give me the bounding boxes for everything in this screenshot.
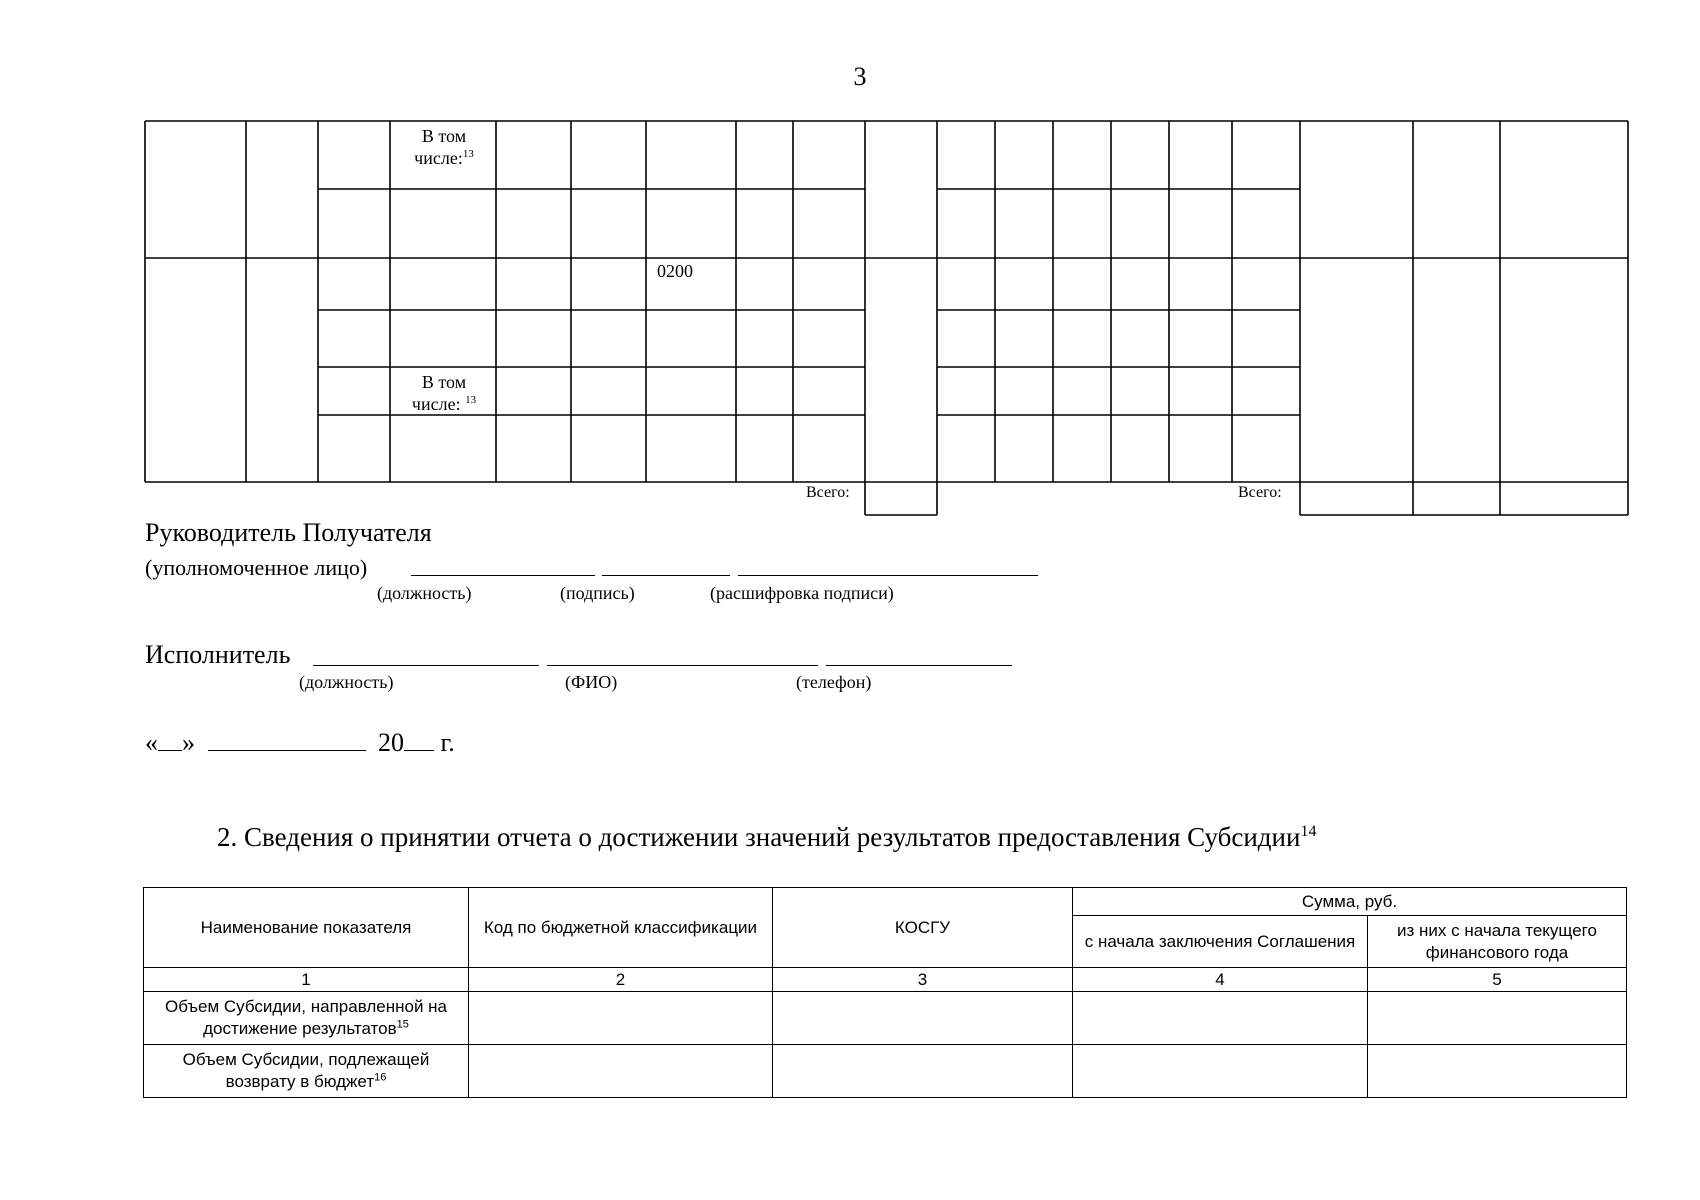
header-budget-code: Код по бюджетной классификации — [469, 888, 773, 968]
in-that-number-label-1: В том числе:$^{13}$ — [414, 126, 474, 168]
head-caption-signature: (подпись) — [560, 583, 635, 603]
cell-sum-from-year[interactable] — [1368, 992, 1627, 1045]
head-signature-transcript-line[interactable] — [738, 575, 1038, 576]
column-number: 5 — [1368, 968, 1627, 992]
executor-phone-line[interactable] — [826, 665, 1012, 666]
cell-sum-from-agreement[interactable] — [1073, 1045, 1368, 1098]
date-year-blank[interactable] — [404, 730, 434, 751]
executor-name-line[interactable] — [547, 665, 818, 666]
executor-title: Исполнитель — [145, 640, 291, 669]
table-row — [144, 1045, 1627, 1098]
cell-budget-code[interactable] — [469, 1045, 773, 1098]
header-from-agreement: с начала заключения Соглашения — [1073, 916, 1368, 968]
cell-sum-from-agreement[interactable] — [1073, 992, 1368, 1045]
cell-kosgu[interactable] — [773, 1045, 1073, 1098]
page-number: 3 — [853, 62, 867, 91]
table-row — [144, 992, 1627, 1045]
head-signature-line[interactable] — [602, 575, 730, 576]
total-label-2: Всего: — [1238, 484, 1282, 501]
head-caption-position: (должность) — [377, 583, 472, 603]
column-number: 4 — [1073, 968, 1368, 992]
header-kosgu: КОСГУ — [773, 888, 1073, 968]
column-number: 1 — [144, 968, 469, 992]
row-label-subsidy-return: Объем Субсидии, подлежащей возврату в бюджет$^{16}$ — [144, 1045, 469, 1098]
head-subtitle: (уполномоченное лицо) — [145, 555, 368, 580]
head-caption-transcript: (расшифровка подписи) — [710, 583, 894, 603]
row-label-subsidy-directed: Объем Субсидии, направленной на достижение результатов$^{15}$ — [144, 992, 469, 1045]
executor-caption-name: (ФИО) — [565, 672, 618, 692]
budget-code-0200: 0200 — [657, 261, 693, 281]
column-number: 2 — [469, 968, 773, 992]
date-month-blank[interactable] — [208, 730, 366, 751]
date-day-blank[interactable] — [158, 730, 182, 751]
header-from-year: из них с начала текущего финансового года — [1368, 916, 1627, 968]
executor-caption-phone: (телефон) — [796, 672, 872, 692]
header-sum: Сумма, руб. — [1073, 888, 1627, 916]
date-line: « » 20 г. — [145, 728, 455, 757]
header-indicator-name: Наименование показателя — [144, 888, 469, 968]
section2-title: 2. Сведения о принятии отчета о достижении значений результатов предоставления Субсидии$^{14}$ — [217, 822, 1317, 852]
head-position-line[interactable] — [411, 575, 595, 576]
in-that-number-label-2: В том числе: $^{13}$ — [411, 372, 477, 414]
total-label-1: Всего: — [806, 484, 850, 501]
executor-position-line[interactable] — [313, 665, 539, 666]
cell-sum-from-year[interactable] — [1368, 1045, 1627, 1098]
report-table-continuation — [0, 0, 1700, 520]
column-number: 3 — [773, 968, 1073, 992]
cell-kosgu[interactable] — [773, 992, 1073, 1045]
head-title: Руководитель Получателя — [145, 518, 432, 547]
subsidy-report-acceptance-table — [143, 887, 1627, 1098]
cell-budget-code[interactable] — [469, 992, 773, 1045]
executor-caption-position: (должность) — [299, 672, 394, 692]
